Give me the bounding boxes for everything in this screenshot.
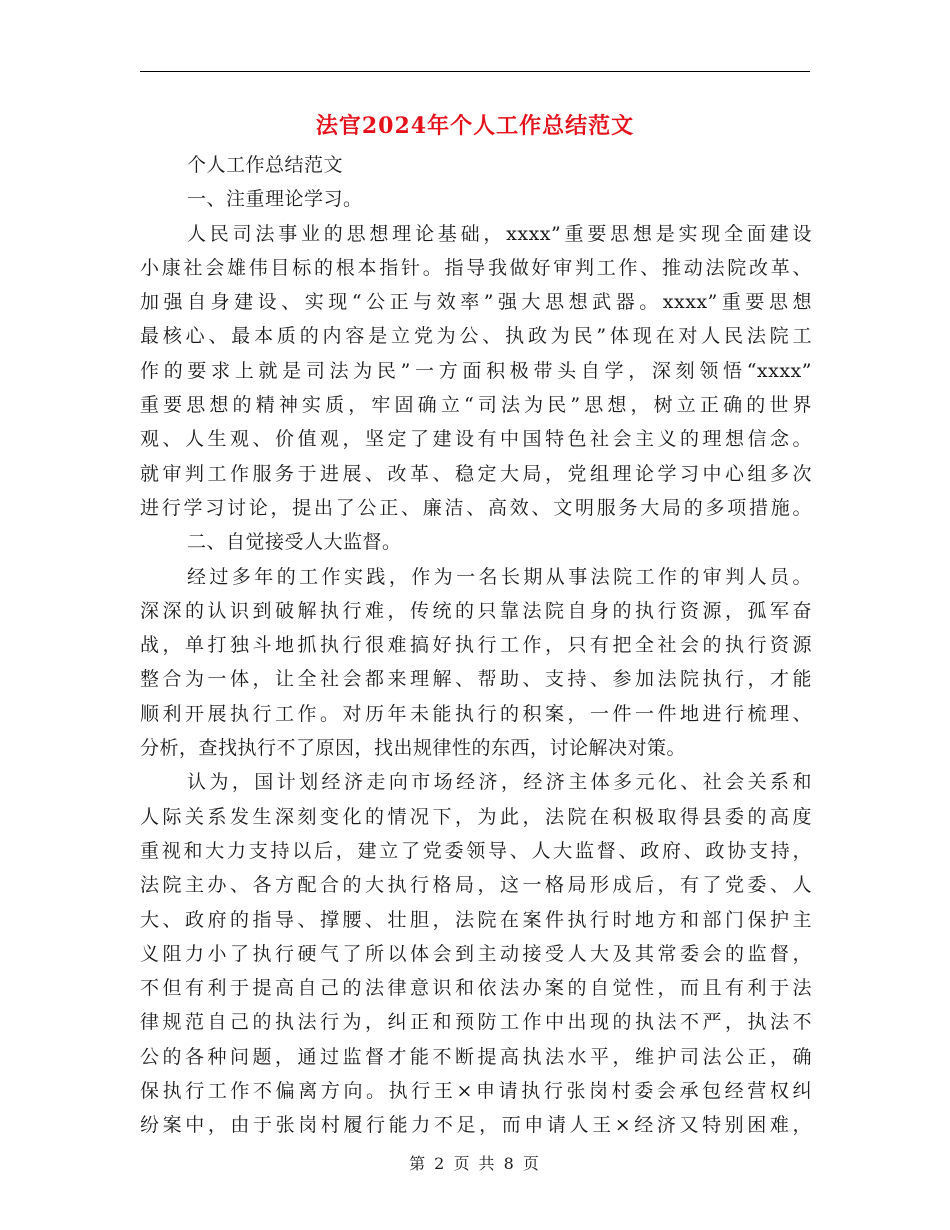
body-text-line: 保执行工作不偏离方向。执行王×申请执行张岗村委会承包经营权纠 [140,1080,812,1103]
body-text-line: 小康社会雄伟目标的根本指针。指导我做好审判工作、推动法院改革、 [140,256,812,279]
body-text-line: 顺利开展执行工作。对历年未能执行的积案，一件一件地进行梳理、 [140,702,812,725]
body-text-line: 个人工作总结范文 [187,154,344,176]
body-text-line: 深深的认识到破解执行难，传统的只靠法院自身的执行资源，孤军奋 [140,599,812,622]
body-text-line: 公的各种问题，通过监督才能不断提高执法水平，维护司法公正，确 [140,1045,812,1068]
body-text-line: 作的要求上就是司法为民”一方面积极带头自学，深刻领悟“xxxx” [140,359,812,382]
body-text-line: 战，单打独斗地抓执行很难搞好执行工作，只有把全社会的执行资源 [140,634,812,657]
body-text-line: 重要思想的精神实质，牢固确立“司法为民”思想，树立正确的世界 [140,394,812,417]
body-text-line: 义阻力小了执行硬气了所以体会到主动接受人大及其常委会的监督， [140,942,812,965]
body-text-line: 分析，查找执行不了原因，找出规律性的东西，讨论解决对策。 [140,737,687,760]
body-text-line: 不但有利于提高自己的法律意识和依法办案的自觉性，而且有利于法 [140,977,812,1000]
body-text-line: 二、自觉接受人大监督。 [187,531,402,554]
body-text-line: 人际关系发生深刻变化的情况下，为此，法院在积极取得县委的高度 [140,805,812,828]
body-text-line: 法院主办、各方配合的大执行格局，这一格局形成后，有了党委、人 [140,874,812,897]
body-text-line: 人民司法事业的思想理论基础，xxxx”重要思想是实现全面建设 [187,222,812,245]
body-text-line: 最核心、最本质的内容是立党为公、执政为民”体现在对人民法院工 [140,325,812,348]
body-text-line: 重视和大力支持以后，建立了党委领导、人大监督、政府、政协支持， [140,839,812,862]
body-text-line: 律规范自己的执法行为，纠正和预防工作中出现的执法不严，执法不 [140,1011,812,1034]
body-text-line: 观、人生观、价值观，坚定了建设有中国特色社会主义的理想信念。 [140,428,812,451]
body-text-line: 大、政府的指导、撑腰、壮胆，法院在案件执行时地方和部门保护主 [140,908,812,931]
body-text-line: 认为，国计划经济走向市场经济，经济主体多元化、社会关系和 [187,771,812,794]
body-text-line: 经过多年的工作实践，作为一名长期从事法院工作的审判人员。 [187,565,812,588]
body-text-line: 就审判工作服务于进展、改革、稳定大局，党组理论学习中心组多次 [140,462,812,485]
body-text-line: 整合为一体，让全社会都来理解、帮助、支持、参加法院执行，才能 [140,668,812,691]
document-body [140,148,812,1143]
body-text-line: 加强自身建设、实现“公正与效率”强大思想武器。xxxx”重要思想 [140,291,812,314]
body-text-line: 纷案中，由于张岗村履行能力不足，而申请人王×经济又特别困难， [140,1114,812,1137]
document-title: 法官2024年个人工作总结范文 [315,113,635,139]
page-number-footer: 第 2 页 共 8 页 [409,1154,541,1173]
body-text-line: 进行学习讨论，提出了公正、廉洁、高效、文明服务大局的多项措施。 [140,496,812,519]
body-text-line: 一、注重理论学习。 [187,188,363,211]
header-rule [140,71,810,72]
